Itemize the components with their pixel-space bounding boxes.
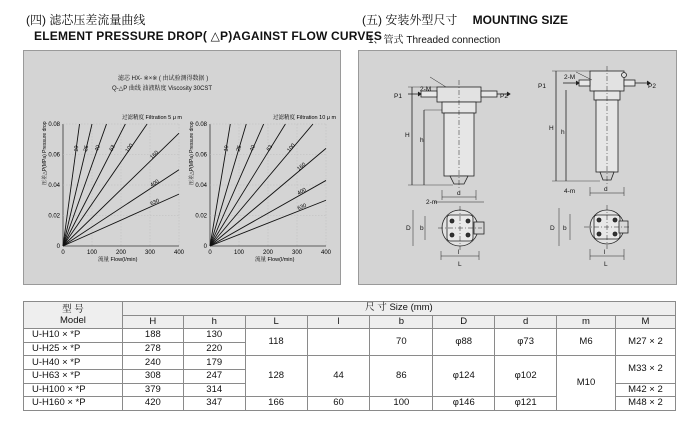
- series-label-63: 63: [265, 144, 275, 153]
- col-header: L: [245, 315, 307, 329]
- x-tick-label: 0: [61, 250, 65, 256]
- cell-D: φ124: [433, 356, 495, 397]
- chart-header-line2: Q-△P 曲线 油液粘度 Viscosity 30CST: [112, 86, 213, 92]
- cell-d: φ73: [495, 329, 557, 356]
- series-label-400: 400: [149, 178, 161, 189]
- x-axis-label: 流量 Flow(l/min): [98, 257, 138, 263]
- model-cell: U-H63 × *P: [24, 369, 123, 383]
- chart-title: 过滤精度 Filtration 5 μ m: [122, 115, 183, 121]
- p2-label-left: P2: [500, 93, 508, 100]
- h-lower-left: h: [420, 137, 424, 144]
- cell-m: M6: [557, 329, 616, 356]
- series-label-160: 160: [296, 161, 308, 173]
- cell-L: 118: [245, 329, 307, 356]
- series-label-400: 400: [296, 187, 308, 197]
- l-label-right: l: [604, 249, 606, 256]
- col-header: m: [557, 315, 616, 329]
- series-label-63: 63: [108, 144, 117, 153]
- table-row: [24, 329, 676, 343]
- col-header: h: [183, 315, 245, 329]
- chart-title: 过滤精度 Filtration 10 μ m: [273, 115, 337, 121]
- y-axis-label: 压差△P(MPa) Pressure drop: [189, 121, 195, 185]
- x-tick-label: 0: [208, 250, 212, 256]
- x-tick-label: 400: [173, 250, 185, 256]
- cell-H: 278: [122, 342, 183, 356]
- col-header: b: [370, 315, 433, 329]
- y-tick-label: 0.04: [48, 183, 60, 189]
- y-tick-label: 0.08: [195, 122, 207, 128]
- L-label-left: L: [458, 261, 462, 268]
- series-label-40: 40: [94, 144, 102, 153]
- y-tick-label: 0.06: [48, 152, 60, 159]
- cell-M: M27 × 2: [615, 329, 675, 356]
- L-label-right: L: [604, 261, 608, 268]
- y-axis-label: 压差△P(MPa) Pressure drop: [42, 121, 48, 185]
- cell-m: M10: [557, 356, 616, 410]
- b-label-right: b: [563, 225, 567, 232]
- cell-d: φ121: [495, 397, 557, 411]
- cell-h: 347: [183, 397, 245, 411]
- x-axis-label: 流量 Flow(l/min): [255, 257, 295, 263]
- series-label-630: 630: [296, 202, 308, 212]
- col-header: M: [615, 315, 675, 329]
- cell-h: 130: [183, 329, 245, 343]
- l-label-left: l: [458, 249, 460, 256]
- p1-label-right: P1: [538, 83, 546, 90]
- cell-D: φ146: [433, 397, 495, 411]
- cell-h: 179: [183, 356, 245, 370]
- cell-h: 314: [183, 383, 245, 397]
- cell-H: 240: [122, 356, 183, 370]
- series-label-160: 160: [149, 149, 161, 161]
- D-label-left: D: [406, 225, 411, 232]
- y-tick-label: 0.06: [195, 152, 207, 159]
- D-label-right: D: [550, 225, 555, 232]
- right-title-cn: (五) 安装外型尺寸: [362, 13, 458, 27]
- p2-label-right: P2: [648, 83, 656, 90]
- cell-H: 420: [122, 397, 183, 411]
- right-section-subtitle: 1、管式 Threaded connection: [368, 35, 501, 46]
- cell-b: 100: [370, 397, 433, 411]
- chart-header-line1: 滤芯 HX- ※×※ ( 由试验测得数据 ): [118, 76, 209, 82]
- cell-L: 166: [245, 397, 307, 411]
- chart-10um: [188, 113, 336, 263]
- model-cell: U-H25 × *P: [24, 342, 123, 356]
- col-header: d: [495, 315, 557, 329]
- model-cell: U-H160 × *P: [24, 397, 123, 411]
- model-cell: U-H100 × *P: [24, 383, 123, 397]
- cell-l: [307, 329, 370, 356]
- table-row: [24, 356, 676, 370]
- series-label-10: 10: [223, 145, 231, 153]
- d-label-left: d: [457, 190, 461, 197]
- cell-H: 188: [122, 329, 183, 343]
- cell-M: M33 × 2: [615, 356, 675, 383]
- cell-h: 247: [183, 369, 245, 383]
- series-label-630: 630: [149, 198, 161, 208]
- col-header: H: [122, 315, 183, 329]
- cell-M: M42 × 2: [615, 383, 675, 397]
- b-label-left: b: [420, 225, 424, 232]
- x-tick-label: 200: [262, 250, 274, 256]
- y-tick-label: 0: [203, 244, 207, 250]
- x-tick-label: 300: [291, 250, 303, 256]
- cell-M: M48 × 2: [615, 397, 675, 411]
- x-tick-label: 400: [320, 250, 332, 256]
- x-tick-label: 200: [115, 250, 127, 256]
- series-label-40: 40: [248, 144, 257, 153]
- y-tick-label: 0.02: [195, 213, 207, 220]
- 2m-side-label-left: 2-m: [426, 199, 438, 206]
- cell-H: 379: [122, 383, 183, 397]
- h-upper-right: H: [549, 125, 554, 132]
- series-label-10: 10: [73, 145, 81, 153]
- cell-D: φ88: [433, 329, 495, 356]
- p1-label-left: P1: [394, 93, 402, 100]
- header-model-cn: 型 号: [62, 304, 84, 316]
- h-lower-right: h: [561, 129, 565, 136]
- model-cell: U-H40 × *P: [24, 356, 123, 370]
- model-cell: U-H10 × *P: [24, 329, 123, 343]
- cell-l: 60: [307, 397, 370, 411]
- d-label-right: d: [604, 186, 608, 193]
- cell-H: 308: [122, 369, 183, 383]
- header-model: [24, 302, 123, 329]
- x-tick-label: 100: [233, 250, 245, 256]
- cell-L: 128: [245, 356, 307, 397]
- cell-b: 70: [370, 329, 433, 356]
- y-tick-label: 0.02: [48, 213, 60, 220]
- y-tick-label: 0.08: [48, 122, 60, 128]
- y-tick-label: 0: [56, 244, 60, 250]
- cell-b: 86: [370, 356, 433, 397]
- header-size: 尺 寸 Size (mm): [122, 302, 675, 316]
- mounting-drawing: [358, 50, 675, 283]
- series-label-100: 100: [286, 142, 297, 154]
- series-label-25: 25: [235, 144, 244, 153]
- left-section-title: (四) 滤芯压差流量曲线: [26, 13, 146, 27]
- series-label-100: 100: [124, 142, 135, 154]
- series-label-25: 25: [83, 144, 91, 153]
- cell-h: 220: [183, 342, 245, 356]
- spec-table: [23, 301, 676, 411]
- h-upper-left: H: [405, 132, 410, 139]
- col-header: l: [307, 315, 370, 329]
- col-header: D: [433, 315, 495, 329]
- x-tick-label: 300: [144, 250, 156, 256]
- 2m-label-left: 2-M: [420, 86, 432, 93]
- left-section-subtitle: ELEMENT PRESSURE DROP( △P)AGAINST FLOW CURVES: [34, 29, 383, 43]
- chart-5um: [41, 113, 185, 263]
- right-title-en: MOUNTING SIZE: [472, 13, 569, 27]
- cell-d: φ102: [495, 356, 557, 397]
- y-tick-label: 0.04: [195, 183, 207, 189]
- 2m-label-right: 2-M: [564, 74, 576, 81]
- 4m-label-right: 4-m: [564, 188, 576, 195]
- x-tick-label: 100: [86, 250, 98, 256]
- cell-l: 44: [307, 356, 370, 397]
- header-model-en: Model: [60, 315, 86, 327]
